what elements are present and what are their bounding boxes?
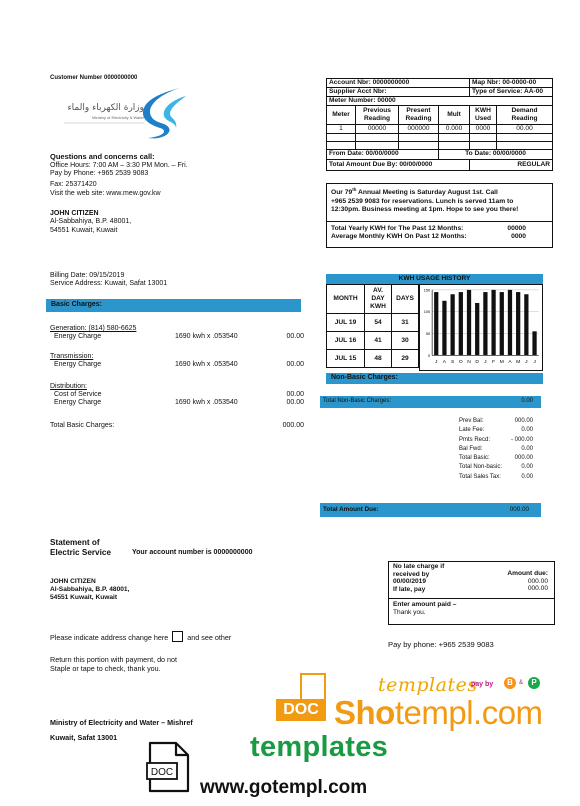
statement-account-line: Your account number is 0000000000 <box>132 549 253 556</box>
cost-of-service-label: Cost of Service <box>54 391 102 398</box>
chart-bar <box>442 301 446 356</box>
transmission-calc: 1690 kwh x .053540 <box>175 361 238 368</box>
summary-value: 0.00 <box>521 427 533 434</box>
chart-bar <box>450 294 454 355</box>
pay-by-phone: Pay by Phone: +965 2539 9083 <box>50 170 149 178</box>
summary-value: 0.00 <box>521 464 533 471</box>
address-change-checkbox[interactable] <box>172 631 183 642</box>
doc-file-icon-label: DOC <box>150 767 174 778</box>
ministry-logo <box>48 86 196 140</box>
payment-stub <box>388 561 555 625</box>
distribution-charges <box>50 383 304 407</box>
summary-row <box>459 446 533 455</box>
watermark-shotempl <box>334 694 543 732</box>
usage-days: 29 <box>392 350 419 368</box>
cost-of-service-amount: 00.00 <box>286 391 304 398</box>
enter-amount-field[interactable] <box>389 599 554 619</box>
yearly-kwh-label: Total Yearly KWH for The Past 12 Months: <box>331 225 464 232</box>
account-number: Account Nbr: 0000000000 <box>327 79 470 88</box>
chart-ytick-label: 150 <box>423 287 431 293</box>
p-coin-icon: P <box>528 677 540 689</box>
chart-ytick-label: 100 <box>423 309 431 315</box>
statement-title-1: Statement of <box>50 538 100 547</box>
to-date: To Date: 00/00/0000 <box>439 149 553 159</box>
total-non-basic-bar <box>320 396 541 408</box>
chart-xtick-label: J <box>484 360 487 366</box>
address-change <box>50 631 231 642</box>
avg-kwh-value: 0000 <box>511 233 526 240</box>
watermark-pay-by: pay by <box>471 681 494 688</box>
questions-title: Questions and concerns call: <box>50 152 155 161</box>
return-instructions <box>50 655 177 674</box>
chart-bar <box>516 292 520 355</box>
chart-xtick-label: J <box>533 360 536 366</box>
chart-xtick-label: N <box>467 360 471 366</box>
remit-line-1: Al-Sabbahiya, B.P. 48001, <box>50 585 130 593</box>
meter-value: 1 <box>327 125 356 134</box>
summary-label: Bal Fwd: <box>459 445 483 452</box>
usage-table <box>326 284 419 368</box>
summary-row <box>459 427 533 436</box>
summary-value: 000.00 <box>514 455 533 462</box>
total-non-basic-value: 0.00 <box>521 398 533 404</box>
chart-bar <box>508 290 512 355</box>
address-line-1: Al-Sabbahiya, B.P. 48001, <box>50 218 132 226</box>
account-summary <box>459 418 533 483</box>
contact-info <box>50 153 280 198</box>
chart-xtick-label: J <box>525 360 528 366</box>
address-change-text-2: and see other <box>187 633 232 642</box>
col-meter: Meter <box>327 106 356 125</box>
watermark-amp: & <box>519 680 524 686</box>
enter-amount-label: Enter amount paid – <box>393 601 457 608</box>
ministry-line-1: Ministry of Electricity and Water – Mishref <box>50 718 193 727</box>
meeting-sup: th <box>352 187 357 192</box>
basic-charges-header: Basic Charges: <box>46 299 301 312</box>
usage-month: JUL 15 <box>327 350 365 368</box>
total-non-basic-label: Total Non-Basic Charges: <box>323 398 392 404</box>
return-line-2: Staple or tape to check, thank you. <box>50 664 161 674</box>
summary-row <box>459 418 533 427</box>
chart-xtick-label: S <box>450 360 455 366</box>
present-value: 000000 <box>399 125 439 134</box>
chart-xtick-label: M <box>516 360 521 366</box>
chart-bar <box>434 292 438 355</box>
usage-days: 30 <box>392 332 419 350</box>
meeting-text-c: +965 2539 9083 for reservations. Lunch is served 11am to <box>331 197 514 205</box>
summary-value: 0.00 <box>521 473 533 480</box>
chart-xtick-label: O <box>458 360 463 366</box>
usage-month: JUL 19 <box>327 314 365 332</box>
col-present: Present Reading <box>399 106 439 125</box>
chart-xtick-label: A <box>442 360 447 366</box>
distribution-calc: 1690 kwh x .053540 <box>175 399 238 406</box>
chart-bar <box>483 292 487 355</box>
distribution-energy-label: Energy Charge <box>54 399 102 406</box>
bitcoin-icon: B <box>504 677 516 689</box>
regular-label: REGULAR <box>470 159 553 170</box>
generation-charges <box>50 325 304 341</box>
previous-value: 00000 <box>356 125 399 134</box>
watermark-doc-badge: DOC <box>276 699 326 721</box>
demand-value: 00.00 <box>497 125 553 134</box>
summary-value: 000.00 <box>514 418 533 424</box>
address-line-2: 54551 Kuwait, Kuwait <box>50 226 118 234</box>
account-table <box>326 78 553 171</box>
watermark-templates: templates <box>250 731 389 763</box>
total-basic-amount: 000.00 <box>282 422 304 429</box>
chart-bar <box>500 292 504 355</box>
remit-address <box>50 578 129 601</box>
watermark-sho: Sho <box>334 694 395 731</box>
non-basic-charges-header: Non-Basic Charges: <box>326 373 543 384</box>
watermark-gotempl: www.gotempl.com <box>200 777 368 798</box>
late-line-1: No late charge if <box>393 563 445 570</box>
distribution-title: Distribution: <box>50 383 87 390</box>
chart-xtick-label: A <box>508 360 512 366</box>
office-hours: Office Hours: 7:00 AM – 3:30 PM Mon. – Fri. <box>50 161 188 169</box>
chart-xtick-label: M <box>499 360 504 366</box>
summary-label: Prev Bal: <box>459 418 484 424</box>
chart-bar <box>467 290 471 355</box>
transmission-label: Energy Charge <box>54 361 102 368</box>
total-due-by: Total Amount Due By: 00/00/0000 <box>327 159 470 170</box>
mult-value: 0.000 <box>439 125 470 134</box>
summary-label: Pmts Recd: <box>459 436 491 443</box>
late-charge-info <box>393 563 444 594</box>
summary-value: 0.00 <box>521 445 533 452</box>
avg-kwh-label: Average Monthly KWH On Past 12 Months: <box>331 233 467 240</box>
summary-label: Late Fee: <box>459 427 485 434</box>
late-line-4: If late, pay <box>393 586 426 594</box>
website: Visit the web site: www.mew.gov.kw <box>50 189 161 197</box>
usage-col-avg: AV. DAY KWH <box>365 285 392 314</box>
usage-col-days: DAYS <box>392 285 419 314</box>
address-change-text: Please indicate address change here <box>50 633 169 642</box>
total-basic-label: Total Basic Charges: <box>50 422 115 429</box>
watermark-templates-script: templates <box>378 674 478 696</box>
col-demand: Demand Reading <box>497 106 553 125</box>
fax: Fax: 25371420 <box>50 181 97 189</box>
thank-you: Thank you. <box>393 608 426 616</box>
total-due-value: 000.00 <box>509 506 529 513</box>
statement-title-2: Electric Service <box>50 548 111 557</box>
chart-bar <box>524 294 528 355</box>
from-date: From Date: 00/00/0000 <box>327 149 439 159</box>
generation-label: Energy Charge <box>54 333 102 340</box>
logo-emblem <box>143 88 180 138</box>
doc-file-icon <box>146 741 190 793</box>
billing-date: Billing Date: 09/15/2019 <box>50 272 125 279</box>
service-type: Type of Service: AA-00 <box>470 88 553 97</box>
summary-row <box>459 455 533 464</box>
meeting-text-d: 12:30pm. Business meeting at 1pm. Hope to see you there! <box>331 205 519 213</box>
summary-row <box>459 437 533 446</box>
remit-name: JOHN CITIZEN <box>50 578 96 585</box>
watermark-templ: templ.com <box>394 694 543 731</box>
meeting-notice <box>326 183 553 222</box>
chart-bar <box>459 292 463 355</box>
kwh-value: 0000 <box>470 125 497 134</box>
late-line-2: received by <box>393 570 430 578</box>
yearly-kwh-value: 00000 <box>507 225 526 232</box>
usage-chart <box>419 284 543 371</box>
customer-address <box>50 210 131 235</box>
generation-title: Generation: (814) 580-6625 <box>50 325 137 332</box>
usage-history-title: KWH USAGE HISTORY <box>326 274 543 284</box>
usage-avg: 54 <box>365 314 392 332</box>
summary-row <box>459 464 533 473</box>
usage-avg: 48 <box>365 350 392 368</box>
summary-label: Total Non-basic: <box>459 464 503 471</box>
late-line-3: 00/00/2019 <box>393 578 427 586</box>
statement-title <box>50 538 111 558</box>
transmission-amount: 00.00 <box>286 361 304 368</box>
generation-calc: 1690 kwh x .053540 <box>175 333 238 340</box>
customer-name: JOHN CITIZEN <box>50 210 99 217</box>
chart-ytick-label: 0 <box>428 352 431 358</box>
generation-amount: 00.00 <box>286 333 304 340</box>
amount-due-label: Amount due: <box>507 570 548 577</box>
summary-row <box>459 474 533 483</box>
transmission-charges <box>50 353 304 369</box>
usage-avg: 41 <box>365 332 392 350</box>
chart-xtick-label: D <box>475 360 479 366</box>
usage-month: JUL 16 <box>327 332 365 350</box>
chart-xtick-label: J <box>435 360 438 366</box>
chart-bar <box>532 331 536 355</box>
return-line-1: Return this portion with payment, do not <box>50 655 178 664</box>
total-basic-charges <box>50 422 304 430</box>
transmission-title: Transmission: <box>50 353 94 360</box>
yearly-usage <box>326 222 553 248</box>
logo-arabic: وزارة الكهرباء والماء <box>67 103 144 113</box>
billing-info <box>50 272 167 289</box>
ministry-line-2: Kuwait, Safat 13001 <box>50 733 118 743</box>
summary-label: Total Basic: <box>459 455 490 462</box>
usage-col-month: MONTH <box>327 285 365 314</box>
meeting-text-b: Annual Meeting is Saturday August 1st. Call <box>356 189 498 197</box>
total-due-label: Total Amount Due: <box>323 506 379 513</box>
remit-line-2: 54551 Kuwait, Kuwait <box>50 593 118 601</box>
meeting-text-a: Our 79 <box>331 189 353 197</box>
customer-number: Customer Number 0000000000 <box>50 75 138 81</box>
supplier-account: Supplier Acct Nbr: <box>327 88 470 97</box>
col-previous: Previous Reading <box>356 106 399 125</box>
chart-xtick-label: F <box>492 360 496 366</box>
total-amount-due-bar <box>320 503 541 517</box>
amount-due-info <box>507 570 548 593</box>
summary-value: - 000.00 <box>510 436 533 443</box>
col-mult: Mult <box>439 106 470 125</box>
distribution-energy-amount: 00.00 <box>286 399 304 406</box>
amount-due-2: 000.00 <box>527 585 548 593</box>
pay-by-phone-footer: Pay by phone: +965 2539 9083 <box>388 640 494 649</box>
map-number: Map Nbr: 00-0000-00 <box>470 79 553 88</box>
chart-ytick-label: 50 <box>425 330 431 336</box>
chart-bar <box>475 303 479 355</box>
usage-days: 31 <box>392 314 419 332</box>
service-address: Service Address: Kuwait, Safat 13001 <box>50 280 168 288</box>
meter-number: Meter Number: 00000 <box>327 97 553 106</box>
amount-due-1: 000.00 <box>527 577 548 585</box>
col-kwh: KWH Used <box>470 106 497 125</box>
summary-label: Total Sales Tax: <box>459 473 501 480</box>
logo-english: Ministry of Electricity & Water <box>92 115 144 120</box>
chart-bar <box>491 290 495 355</box>
